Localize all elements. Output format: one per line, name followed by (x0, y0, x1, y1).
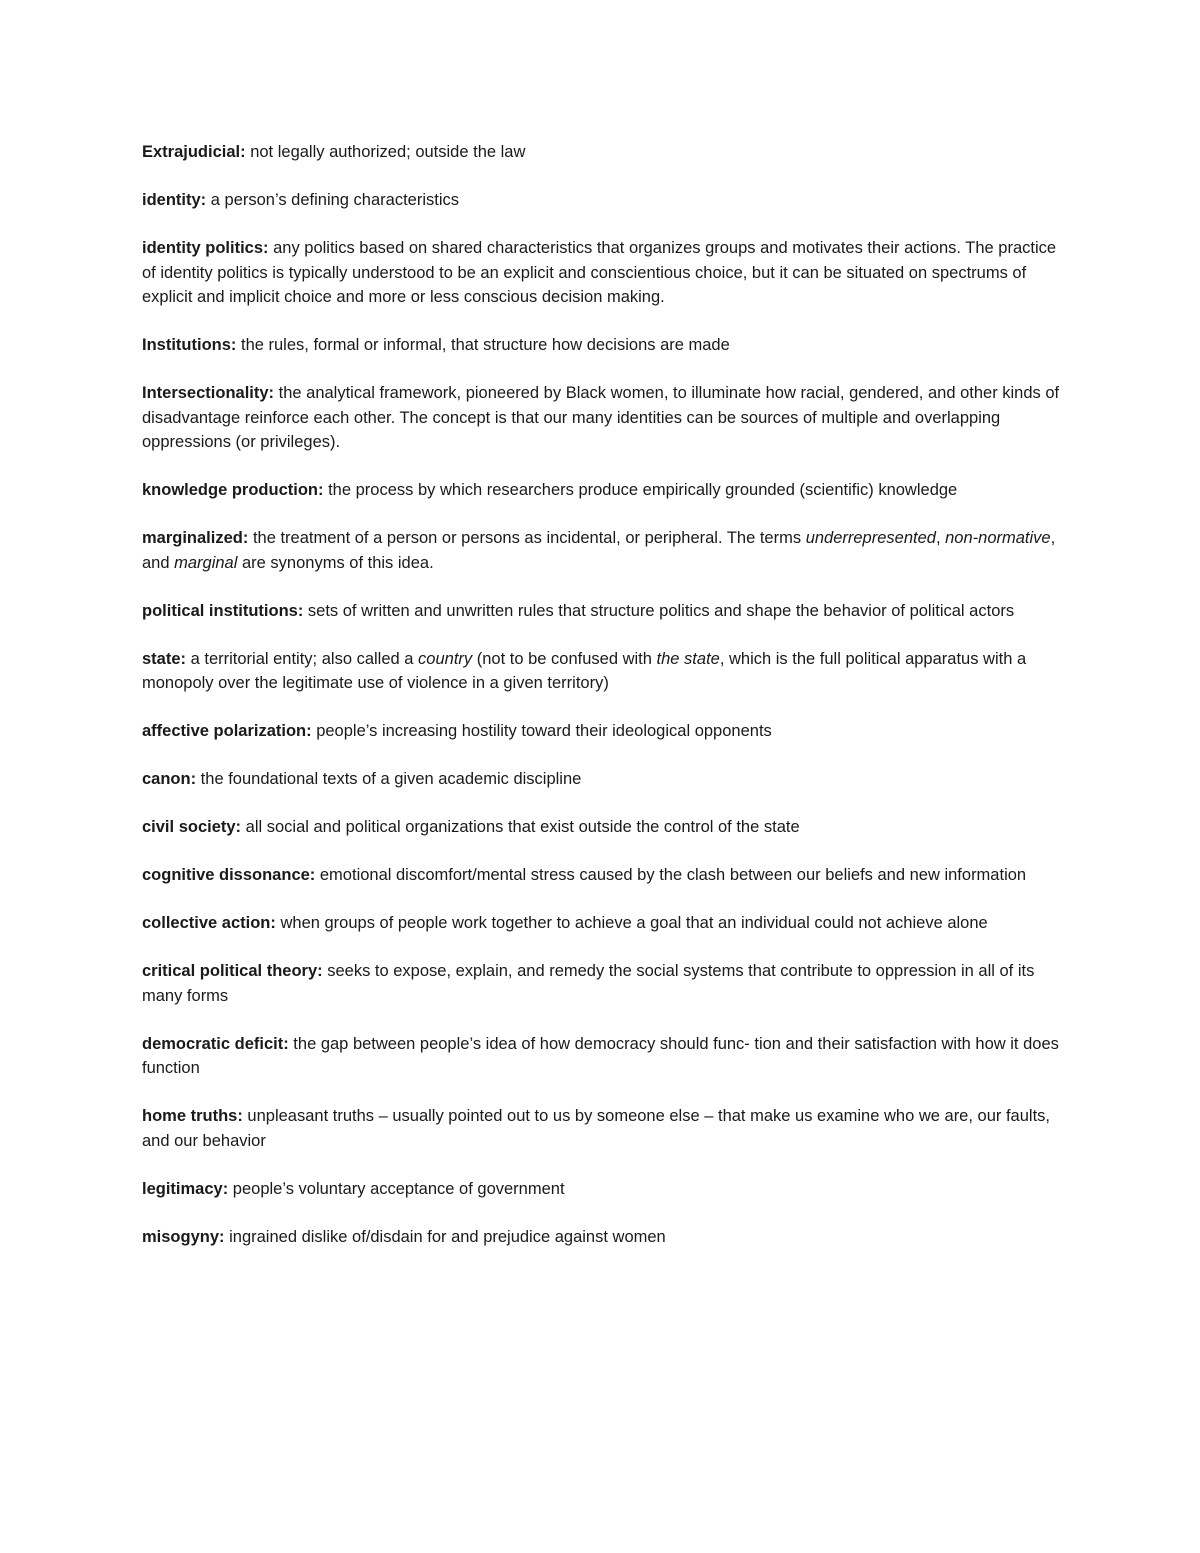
glossary-definition: emotional discomfort/mental stress caused by the clash between our beliefs and new information (315, 866, 1027, 884)
glossary-term: knowledge production: (142, 481, 324, 499)
glossary-term: marginalized: (142, 529, 249, 547)
glossary-definition: when groups of people work together to achieve a goal that an individual could not achieve alone (275, 914, 988, 932)
glossary-entry-democratic-deficit (142, 1032, 1060, 1081)
definition-text: a territorial entity; also called a (186, 649, 419, 668)
glossary-term: legitimacy: (142, 1179, 229, 1198)
glossary-definition: the process by which researchers produce empirically grounded (scientific) knowledge (323, 481, 958, 499)
glossary-entry-home-truths (142, 1104, 1060, 1153)
glossary-definition: people’s voluntary acceptance of government (228, 1179, 565, 1198)
glossary-entry-knowledge-production (142, 478, 1060, 503)
glossary-definition: not legally authorized; outside the law (245, 143, 526, 161)
glossary-term: civil society: (142, 818, 242, 836)
glossary-definition: the rules, formal or informal, that structure how decisions are made (236, 336, 730, 354)
glossary-entry-legitimacy (142, 1177, 1060, 1202)
glossary-entry-marginalized (142, 526, 1060, 575)
glossary-term: identity: (142, 191, 207, 209)
glossary-entry-intersectionality (142, 381, 1060, 455)
glossary-definition: seeks to expose, explain, and remedy the social systems that contribute to oppression in all of its many forms (142, 962, 1035, 1005)
glossary-definition: the analytical framework, pioneered by Black women, to illuminate how racial, gendered, and other kinds of disadvantage reinforce each other. The concept is that our many identities can be sources of multiple and overlapping oppressions (or privileges). (142, 384, 1060, 451)
definition-text: , (935, 529, 946, 547)
glossary-term: Extrajudicial: (142, 143, 246, 161)
glossary-entry-institutions (142, 333, 1060, 358)
glossary-entry-collective-action (142, 911, 1060, 936)
glossary-definition: unpleasant truths – usually pointed out to us by someone else – that make us examine who we are, our faults, and our behavior (142, 1107, 1050, 1150)
glossary-term: democratic deficit: (142, 1034, 289, 1053)
glossary-entry-misogyny (142, 1225, 1060, 1250)
definition-italic-text: the state (656, 649, 720, 668)
definition-text: the treatment of a person or persons as incidental, or peripheral. The terms (248, 529, 806, 547)
glossary-entry-extrajudicial (142, 140, 1060, 165)
glossary-entry-affective-polarization (142, 719, 1060, 744)
glossary-entry-state (142, 647, 1060, 696)
glossary-definition (142, 529, 1055, 572)
glossary-definition: sets of written and unwritten rules that structure politics and shape the behavior of political actors (303, 601, 1015, 620)
glossary-term: political institutions: (142, 601, 304, 620)
definition-text: , and (142, 529, 1056, 572)
glossary-definition (142, 650, 1026, 693)
glossary-entry-critical-political-theory (142, 959, 1060, 1008)
glossary-term: misogyny: (142, 1227, 225, 1246)
glossary-entry-identity-politics (142, 236, 1060, 310)
glossary-term: critical political theory: (142, 962, 323, 980)
glossary-term: Institutions: (142, 336, 237, 354)
glossary-definition: people’s increasing hostility toward their ideological opponents (311, 722, 772, 740)
glossary-term: affective polarization: (142, 722, 312, 740)
glossary-list (142, 140, 1060, 1273)
glossary-term: canon: (142, 770, 197, 788)
glossary-term: state: (142, 649, 187, 668)
glossary-term: cognitive dissonance: (142, 866, 316, 884)
definition-text: are synonyms of this idea. (237, 553, 434, 572)
glossary-term: Intersectionality: (142, 384, 275, 402)
glossary-term: collective action: (142, 914, 276, 932)
glossary-term: home truths: (142, 1107, 243, 1125)
glossary-entry-cognitive-dissonance (142, 863, 1060, 888)
glossary-definition: ingrained dislike of/disdain for and prejudice against women (224, 1227, 666, 1246)
glossary-term: identity politics: (142, 239, 269, 257)
definition-text: (not to be confused with (472, 649, 657, 668)
glossary-entry-political-institutions (142, 599, 1060, 624)
definition-italic-text: marginal (174, 553, 238, 572)
glossary-entry-civil-society (142, 815, 1060, 840)
glossary-definition: any politics based on shared characteristics that organizes groups and motivates their actions. The practice of identity politics is typically understood to be an explicit and conscientious choice, but it can be situated on spectrums of explicit and implicit choice and more or less conscious decision making. (142, 239, 1057, 306)
glossary-definition: the foundational texts of a given academic discipline (196, 770, 582, 788)
glossary-entry-identity (142, 188, 1060, 213)
glossary-entry-canon (142, 767, 1060, 792)
definition-italic-text: underrepresented (805, 529, 936, 547)
glossary-definition: the gap between people’s idea of how democracy should func- tion and their satisfaction with how it does function (142, 1034, 1059, 1077)
glossary-definition: a person’s defining characteristics (206, 191, 459, 209)
glossary-definition: all social and political organizations that exist outside the control of the state (241, 818, 800, 836)
definition-text: , which is the full political apparatus with a monopoly over the legitimate use of violence in a given territory) (142, 649, 1027, 692)
definition-italic-text: country (418, 649, 473, 668)
definition-italic-text: non-normative (945, 529, 1051, 547)
